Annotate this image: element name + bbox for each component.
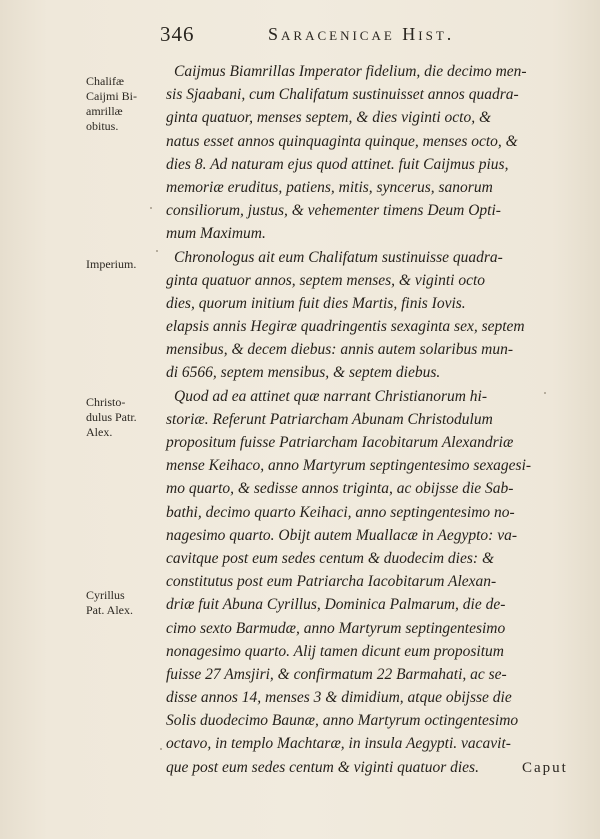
margin-note-imperium: Imperium.: [86, 257, 137, 271]
ink-speck: [544, 392, 546, 394]
ink-speck: [156, 250, 158, 252]
text-line: cimo sexto Barmudæ, anno Martyrum septingentesimo: [166, 619, 506, 637]
text-line: fuisse 27 Amsjiri, & confirmatum 22 Barmahati, ac se-: [166, 665, 507, 683]
text-line: driæ fuit Abuna Cyrillus, Dominica Palmarum, die de-: [166, 596, 506, 614]
text-line: mum Maximum.: [166, 225, 266, 243]
catchword: Caput: [522, 760, 568, 776]
margin-note-cyrillus: Cyrillus Pat. Alex.: [86, 588, 133, 617]
text-line: consiliorum, justus, & vehementer timens Deum Opti-: [166, 202, 501, 220]
text-line: mensibus, & decem diebus: annis autem solaribus mun-: [166, 341, 513, 359]
text-line: di 6566, septem mensibus, & septem diebus.: [166, 364, 441, 382]
text-line: propositum fuisse Patriarcham Iacobitarum Alexandriæ: [166, 434, 514, 451]
text-line: cavitque post eum sedes centum & duodecim dies: &: [166, 549, 494, 567]
margin-note-chalifae-obitus: Chalifæ Caijmi Bi- amrillæ obitus.: [86, 74, 137, 133]
text-line: que post eum sedes centum & viginti quatuor dies.: [166, 758, 479, 776]
text-line: sis Sjaabani, cum Chalifatum sustinuisset annos quadra-: [166, 86, 519, 104]
ink-speck: [160, 748, 162, 750]
body-text: [166, 60, 574, 779]
text-line: storiæ. Referunt Patriarcham Abunam Christodulum: [166, 410, 493, 428]
page-number: 346: [160, 22, 195, 46]
page-header: [160, 22, 540, 48]
text-line: bathi, decimo quarto Keihaci, anno septingentesimo no-: [166, 503, 515, 521]
text-line: Quod ad ea attinet quæ narrant Christianorum hi-: [174, 387, 488, 405]
text-line: elapsis annis Hegiræ quadringentis sexaginta sex, septem: [166, 318, 525, 336]
text-line: Caijmus Biamrillas Imperator fidelium, die decimo men-: [174, 63, 527, 80]
text-line: ginta quatuor annos, septem menses, & viginti octo: [166, 271, 486, 289]
text-line: Chronologus ait eum Chalifatum sustinuisse quadra-: [174, 248, 503, 266]
text-line: natus esset annos quinquaginta quinque, menses octo, &: [166, 132, 518, 150]
text-line: dies 8. Ad naturam ejus quod attinet. fuit Caijmus pius,: [166, 155, 509, 173]
text-line: disse annos 14, menses 3 & dimidium, atque obijsse die: [166, 689, 512, 707]
text-line: mo quarto, & sedisse annos triginta, ac obijsse die Sab-: [166, 480, 514, 498]
text-line: ginta quatuor, menses septem, & dies viginti octo, &: [166, 109, 492, 127]
text-line: octavo, in templo Machtaræ, in insula Aegypti. vacavit-: [166, 735, 511, 753]
text-line: memoriæ eruditus, patiens, mitis, syncerus, sanorum: [166, 178, 493, 196]
text-line: nagesimo quarto. Obijt autem Muallacæ in Aegypto: va-: [166, 526, 517, 544]
text-line: nonagesimo quarto. Alij tamen dicunt eum propositum: [166, 642, 504, 660]
running-title: Saracenicae Hist.: [268, 24, 455, 44]
text-line: dies, quorum initium fuit dies Martis, finis Iovis.: [166, 294, 466, 312]
text-line: Solis duodecimo Baunæ, anno Martyrum octingentesimo: [166, 712, 519, 730]
ink-speck: [150, 207, 152, 209]
text-line: constitutus post eum Patriarcha Iacobitarum Alexan-: [166, 573, 497, 591]
margin-note-christodulus: Christo- dulus Patr. Alex.: [86, 395, 137, 439]
text-line: mense Keihaco, anno Martyrum septingentesimo sexagesi-: [166, 457, 532, 475]
